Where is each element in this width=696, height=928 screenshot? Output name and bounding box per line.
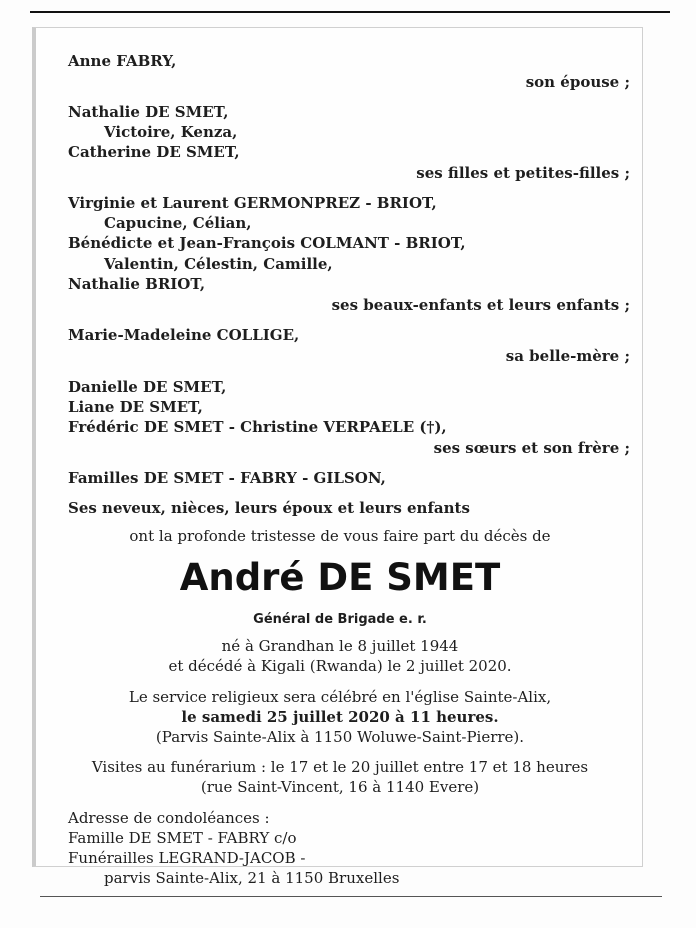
condolences-heading: Adresse de condoléances :: [68, 809, 270, 827]
mother-in-law-name: Marie-Madeleine COLLIGE,: [68, 326, 300, 344]
birth-info: né à Grandhan le 8 juillet 1944: [221, 637, 459, 655]
daughters-relation: ses filles et petites-filles ;: [416, 164, 630, 182]
service-date: le samedi 25 juillet 2020 à 11 heures.: [181, 708, 499, 726]
granddaughters: Victoire, Kenza,: [104, 123, 238, 141]
stepchild-3: Nathalie BRIOT,: [68, 275, 206, 293]
spouse-name: Anne FABRY,: [68, 52, 177, 70]
visits-info: Visites au funérarium : le 17 et le 20 juillet entre 17 et 18 heures: [91, 758, 589, 776]
nephews-nieces: Ses neveux, nièces, leurs époux et leurs enfants: [68, 499, 470, 517]
condolences-funeral-home: Funérailles LEGRAND-JACOB -: [68, 849, 306, 867]
stepchildren-relation: ses beaux-enfants et leurs enfants ;: [331, 296, 630, 314]
step-grandchildren-1: Capucine, Célian,: [104, 214, 252, 232]
sister-2: Liane DE SMET,: [68, 398, 203, 416]
deceased-rank: Général de Brigade e. r.: [253, 612, 427, 627]
visits-address: (rue Saint-Vincent, 16 à 1140 Evere): [200, 778, 480, 796]
announcement-text: ont la profonde tristesse de vous faire part du décès de: [129, 527, 551, 545]
stepchild-couple-2: Bénédicte et Jean-François COLMANT - BRIOT,: [68, 234, 466, 252]
mother-in-law-relation: sa belle-mère ;: [505, 347, 630, 365]
daughter-1: Nathalie DE SMET,: [68, 103, 229, 121]
daughter-2: Catherine DE SMET,: [68, 143, 240, 161]
deceased-name: André DE SMET: [179, 556, 501, 599]
spouse-relation: son épouse ;: [525, 73, 630, 91]
bottom-rule: [40, 896, 662, 897]
condolences-family: Famille DE SMET - FABRY c/o: [68, 829, 297, 847]
brother-couple: Frédéric DE SMET - Christine VERPAELE (†),: [68, 418, 447, 436]
stepchild-couple-1: Virginie et Laurent GERMONPREZ - BRIOT,: [68, 194, 437, 212]
service-address: (Parvis Sainte-Alix à 1150 Woluwe-Saint-Pierre).: [155, 728, 525, 746]
siblings-relation: ses sœurs et son frère ;: [433, 439, 630, 457]
sister-1: Danielle DE SMET,: [68, 378, 227, 396]
families: Familles DE SMET - FABRY - GILSON,: [68, 469, 386, 487]
top-rule: [30, 11, 670, 13]
condolences-address: parvis Sainte-Alix, 21 à 1150 Bruxelles: [104, 869, 400, 887]
step-grandchildren-2: Valentin, Célestin, Camille,: [104, 255, 333, 273]
death-info: et décédé à Kigali (Rwanda) le 2 juillet 2020.: [168, 657, 512, 675]
service-location: Le service religieux sera célébré en l'église Sainte-Alix,: [128, 688, 552, 706]
